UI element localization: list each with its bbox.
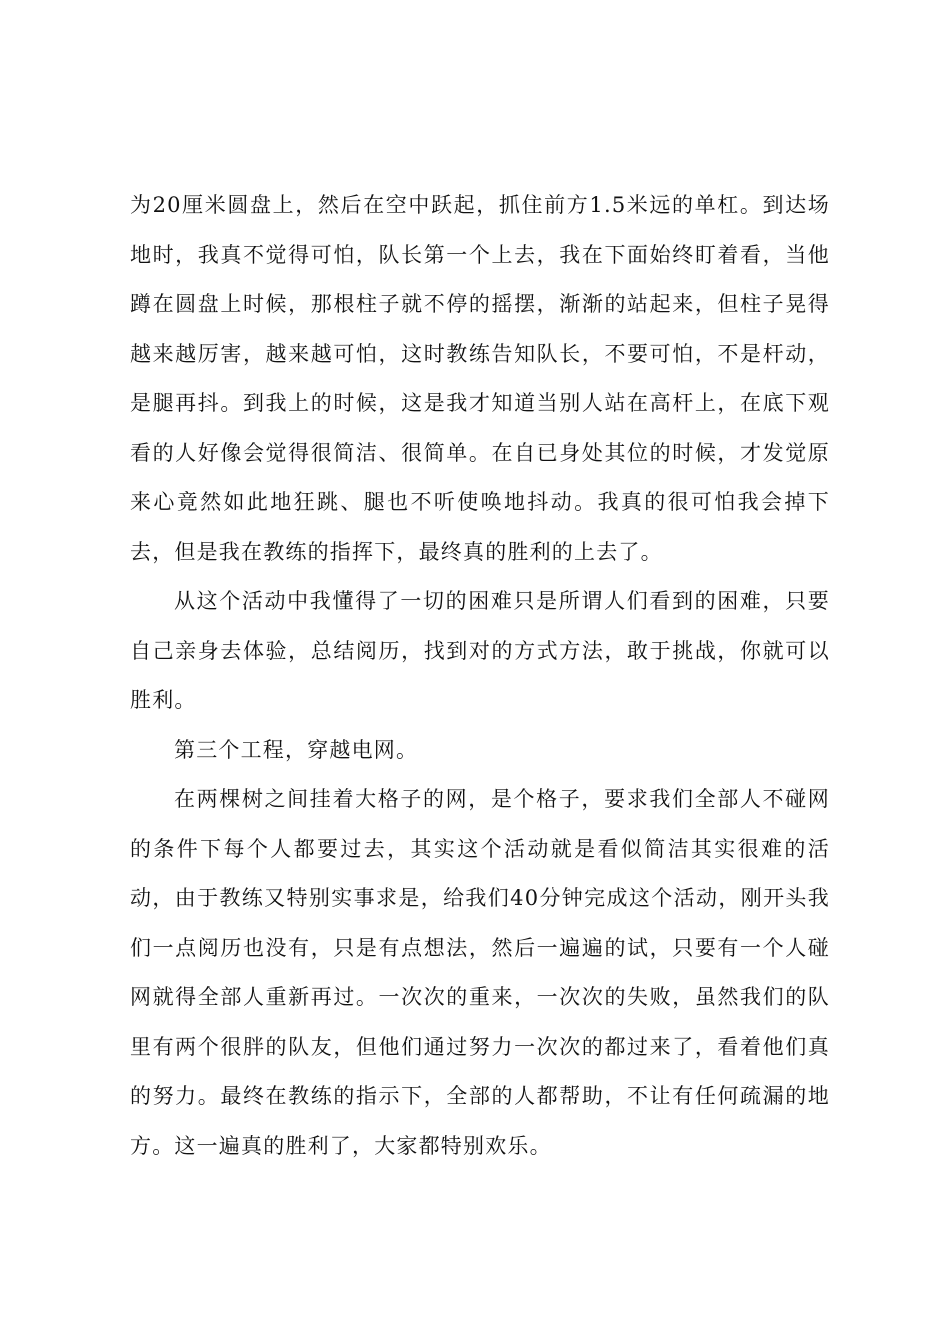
document-body xyxy=(130,181,830,1171)
paragraph-1: 为20厘米圆盘上，然后在空中跃起，抓住前方1.5米远的单杠。到达场地时，我真不觉得可怕，队长第一个上去，我在下面始终盯着看，当他蹲在圆盘上时候，那根柱子就不停的摇摆，渐渐的站起来，但柱子晃得越来越厉害，越来越可怕，这时教练告知队长，不要可怕，不是杆动，是腿再抖。到我上的时候，这是我才知道当别人站在高杆上，在底下观看的人好像会觉得很简洁、很简单。在自已身处其位的时候，才发觉原来心竟然如此地狂跳、腿也不听使唤地抖动。我真的很可怕我会掉下去，但是我在教练的指挥下，最终真的胜利的上去了。 xyxy=(130,193,830,564)
paragraph-3-heading: 第三个工程，穿越电网。 xyxy=(174,737,419,762)
paragraph-2: 从这个活动中我懂得了一切的困难只是所谓人们看到的困难，只要自己亲身去体验，总结阅历，找到对的方式方法，敢于挑战，你就可以胜利。 xyxy=(130,589,830,712)
paragraph-4: 在两棵树之间挂着大格子的网，是个格子，要求我们全部人不碰网的条件下每个人都要过去，其实这个活动就是看似简洁其实很难的活动，由于教练又特别实事求是，给我们40分钟完成这个活动，刚开头我们一点阅历也没有，只是有点想法，然后一遍遍的试，只要有一个人碰网就得全部人重新再过。一次次的重来，一次次的失败，虽然我们的队里有两个很胖的队友，但他们通过努力一次次的都过来了，看着他们真的努力。最终在教练的指示下，全部的人都帮助，不让有任何疏漏的地方。这一遍真的胜利了，大家都特别欢乐。 xyxy=(130,787,830,1158)
